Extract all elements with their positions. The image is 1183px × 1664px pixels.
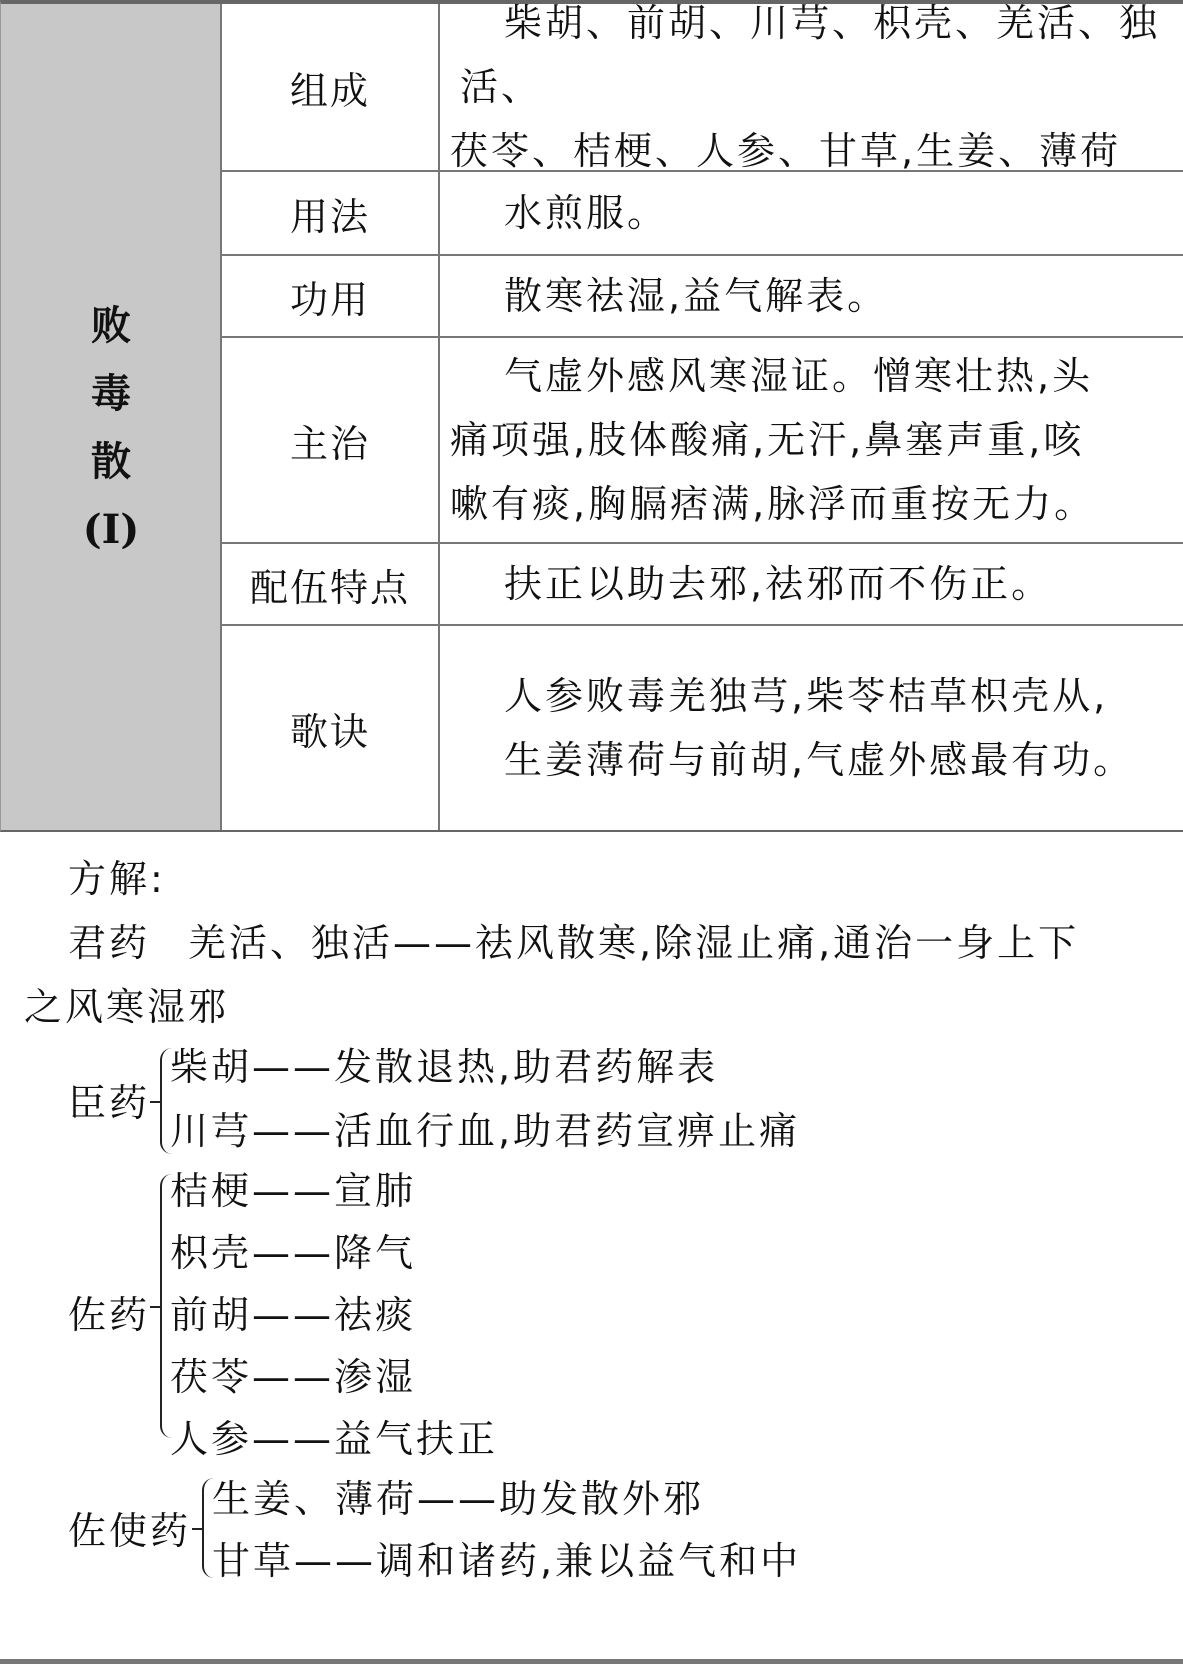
formula-rows (220, 0, 1183, 832)
zuo-item: 枳壳——降气 (170, 1231, 417, 1275)
content-line: 扶正以助去邪,祛邪而不伤正。 (504, 562, 1053, 606)
row-content (460, 544, 1161, 624)
zuoshi-item: 甘草——调和诸药,兼以益气和中 (212, 1539, 802, 1583)
formula-explanation (0, 832, 1183, 1664)
content-line: 人参败毒羌独芎,柴苓桔草枳壳从, (504, 674, 1109, 718)
row-content (460, 172, 1161, 254)
jun-text: 羌活、独活——祛风散寒,除湿止痛,通治一身上下 (188, 921, 1080, 965)
content-line: 生姜薄荷与前胡,气虚外感最有功。 (504, 738, 1135, 782)
formula-name (1, 292, 221, 564)
row-content (460, 256, 1161, 336)
chen-label: 臣药 (68, 1081, 151, 1125)
content-line: 嗽有痰,胸膈痞满,脉浮而重按无力。 (450, 482, 1096, 526)
content-line: 水煎服。 (504, 191, 669, 235)
row-label: 歌诀 (220, 626, 440, 830)
formula-name-char: 散 (91, 438, 131, 485)
formula-name-variant: (Ⅰ) (82, 506, 140, 553)
content-line: 气虚外感风寒湿证。憎寒壮热,头 (504, 354, 1094, 398)
zuoshi-item: 生姜、薄荷——助发散外邪 (212, 1477, 705, 1521)
formula-name-char: 败 (91, 302, 131, 349)
row-compatibility (220, 542, 1183, 624)
row-label: 用法 (220, 172, 440, 254)
content-line: 茯苓、桔梗、人参、甘草,生姜、薄荷 (450, 129, 1122, 173)
content-line: 柴胡、前胡、川芎、枳壳、羌活、独活、 (460, 1, 1161, 109)
row-content (450, 338, 1161, 542)
jun-text-cont: 之风寒湿邪 (24, 985, 230, 1029)
formula-name-cell (0, 0, 220, 832)
chen-item: 柴胡——发散退热,助君药解表 (170, 1045, 719, 1089)
zuo-item: 桔梗——宣肺 (170, 1169, 417, 1213)
row-usage (220, 170, 1183, 254)
row-label: 功用 (220, 256, 440, 336)
chen-item: 川芎——活血行血,助君药宣痹止痛 (170, 1109, 801, 1153)
content-line: 散寒祛湿,益气解表。 (504, 274, 889, 318)
row-label: 配伍特点 (220, 544, 440, 624)
zuo-label: 佐药 (68, 1293, 151, 1337)
zuo-item: 茯苓——渗湿 (170, 1355, 417, 1399)
zuo-item: 人参——益气扶正 (170, 1417, 499, 1461)
row-label: 主治 (220, 338, 440, 542)
row-label: 组成 (220, 4, 440, 170)
zuoshi-label: 佐使药 (68, 1509, 192, 1553)
explanation-heading: 方解: (68, 857, 166, 901)
row-composition (220, 1, 1183, 173)
bottom-rule (0, 1659, 1183, 1664)
zuo-item: 前胡——祛痰 (170, 1293, 417, 1337)
content-line: 痛项强,肢体酸痛,无汗,鼻塞声重,咳 (450, 418, 1085, 462)
row-function (220, 254, 1183, 336)
formula-name-char: 毒 (91, 370, 131, 417)
row-indications (220, 336, 1183, 542)
row-mnemonic (220, 624, 1183, 830)
row-content (460, 626, 1161, 830)
row-content (450, 1, 1161, 173)
jun-label: 君药 (68, 921, 151, 965)
